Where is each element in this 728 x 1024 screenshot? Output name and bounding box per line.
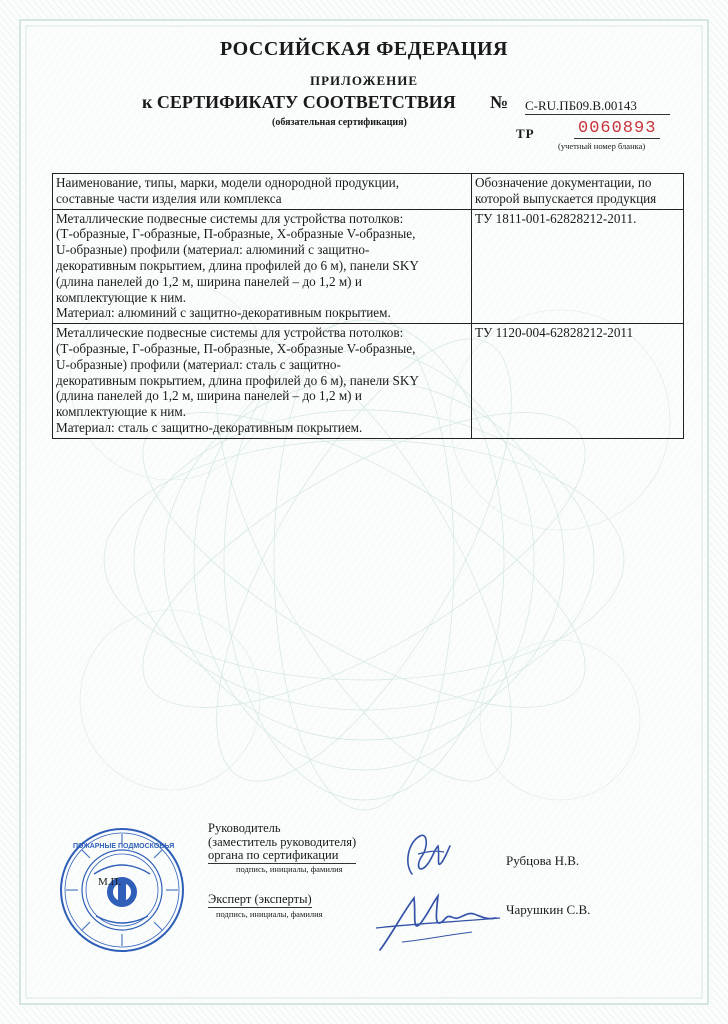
expert-signature-image <box>372 884 504 956</box>
header-documentation-cell <box>471 174 683 210</box>
head-signature-caption: подпись, инициалы, фамилия <box>236 864 343 874</box>
certificate-number: C-RU.ПБ09.В.00143 <box>525 98 670 115</box>
description-line: (длина панелей до 1,2 м, ширина панелей – до 1,2 м) и <box>56 388 362 404</box>
description-line: U-образные) профили (материал: алюминий с защитно- <box>56 242 370 258</box>
head-title-line: органа по сертификации <box>208 849 356 864</box>
products-table <box>52 173 684 439</box>
description-line: (длина панелей до 1,2 м, ширина панелей – до 1,2 м) и <box>56 273 362 289</box>
certification-type: (обязательная сертификация) <box>272 117 407 128</box>
expert-signature-caption: подпись, инициалы, фамилия <box>216 909 323 919</box>
document-cell: ТУ 1120-004-62828212-2011 <box>471 324 683 439</box>
table-row <box>53 209 684 324</box>
head-title-line: Руководитель <box>208 821 281 835</box>
description-line: декоративным покрытием, длина профилей до 6 м), панели SKY <box>56 257 419 273</box>
number-sign: № <box>490 92 509 112</box>
table-header-row <box>53 174 684 210</box>
head-title-line: (заместитель руководителя) <box>208 834 357 849</box>
seal-center-text: ПОЖАРНЫЕ ПОДМОСКОВЬЯ <box>73 843 175 850</box>
header-products-line: составные части изделия или комплекса <box>56 190 282 206</box>
annex-heading: ПРИЛОЖЕНИЕ <box>309 73 419 88</box>
description-line: декоративным покрытием, длина профилей до 6 м), панели SKY <box>56 372 419 388</box>
expert-title: Эксперт (эксперты) <box>208 892 312 906</box>
description-line: комплектующие к ним. <box>56 289 187 305</box>
certificate-label: к СЕРТИФИКАТУ СООТВЕТСТВИЯ <box>142 92 456 112</box>
header-products-cell <box>53 174 472 210</box>
description-line: U-образные) профили (материал: сталь с защитно- <box>56 356 341 372</box>
description-line: Металлические подвесные системы для устройства потолков: <box>56 210 404 226</box>
head-title <box>208 822 356 864</box>
document-cell: ТУ 1811-001-62828212-2011. <box>471 209 683 324</box>
header-products-line: Наименование, типы, марки, модели однородной продукции, <box>56 175 400 190</box>
description-line: (Т-образные, Г-образные, П-образные, Х-образные V-образные, <box>56 340 416 356</box>
form-series: ТР <box>516 126 535 141</box>
product-description-cell <box>53 209 472 324</box>
head-signature-image <box>398 826 454 882</box>
header-documentation-line: Обозначение документации, по <box>474 175 652 190</box>
description-line: Металлические подвесные системы для устройства потолков: <box>56 325 404 341</box>
expert-name: Чарушкин С.В. <box>506 902 591 917</box>
table-row <box>53 324 684 439</box>
product-description-cell <box>53 324 472 439</box>
country-title: РОССИЙСКАЯ ФЕДЕРАЦИЯ <box>219 38 508 60</box>
description-line: Материал: алюминий с защитно-декоративным покрытием. <box>56 305 391 321</box>
description-line: комплектующие к ним. <box>56 404 187 420</box>
description-line: (Т-образные, Г-образные, П-образные, Х-образные V-образные, <box>56 226 416 242</box>
head-name: Рубцова Н.В. <box>506 853 580 868</box>
form-number-caption: (учетный номер бланка) <box>558 141 646 151</box>
seal-place-mark: М.П. <box>98 876 122 888</box>
form-number: 0060893 <box>574 119 660 139</box>
description-line: Материал: сталь с защитно-декоративным покрытием. <box>56 419 363 435</box>
header-documentation-line: которой выпускается продукция <box>474 190 657 206</box>
